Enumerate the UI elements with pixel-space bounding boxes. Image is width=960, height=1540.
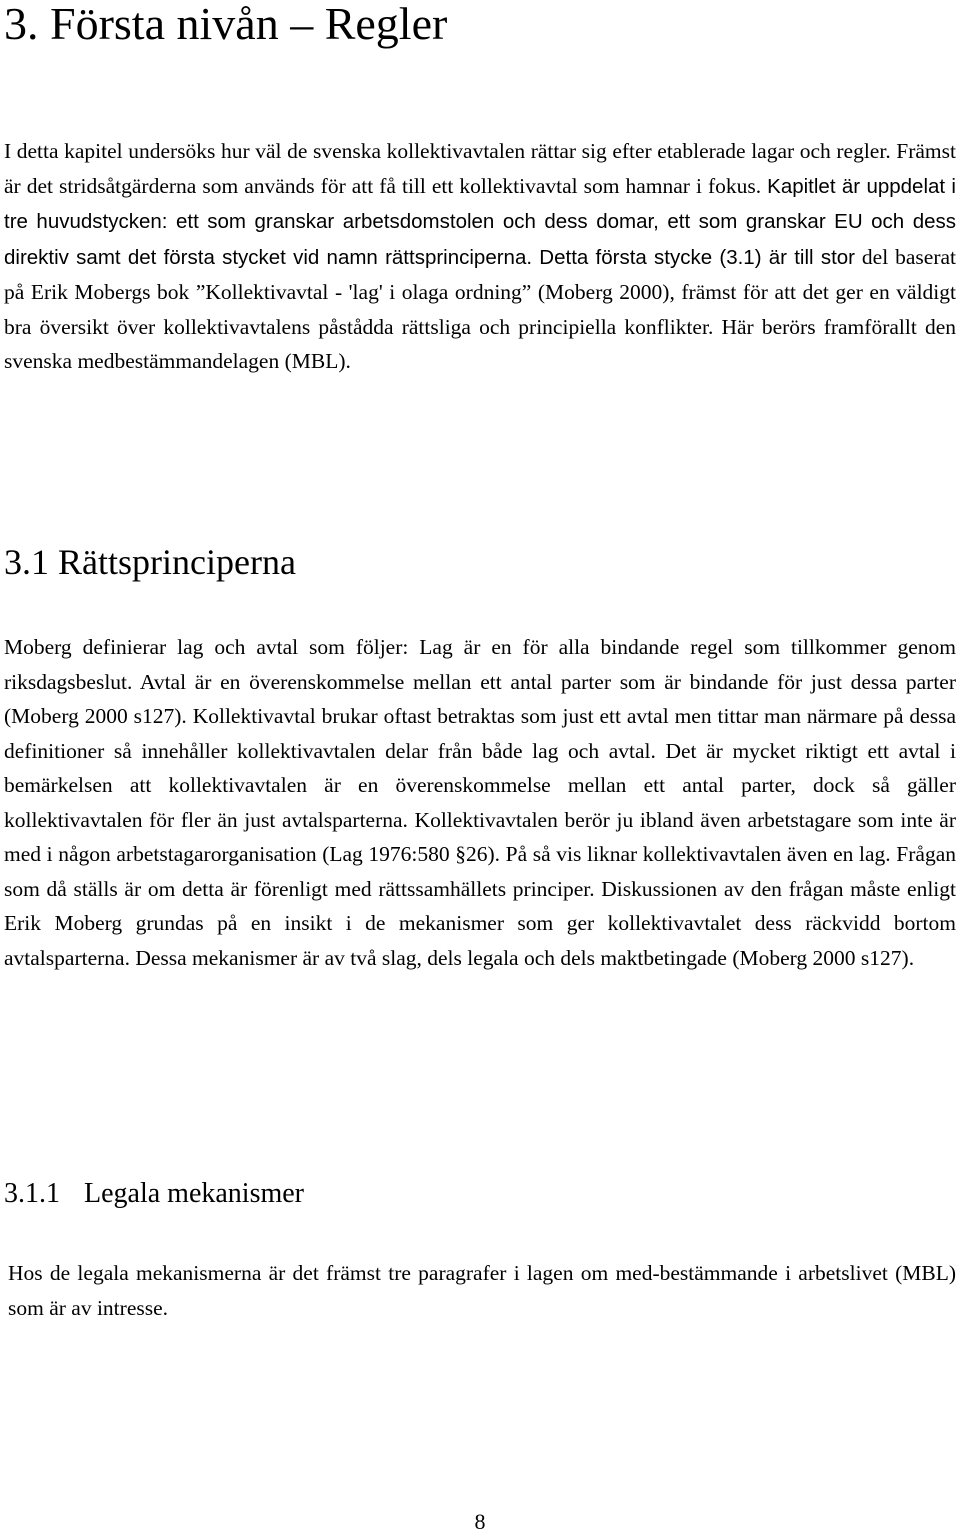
subsection-number: 3.1.1 [4,1178,60,1209]
intro-paragraph [4,134,956,379]
intro-text-serif-tail: del baserat på Erik Mobergs bok ”Kollektivavtal - 'lag' i olaga ordning” (Moberg 2000), främst för att det ger en väldigt bra översikt över kollektivavtalens påstådda rättsliga och principiella konflikter. Här berörs framförallt den svenska medbestämmandelagen (MBL). [4,244,956,373]
subsection-title [4,1174,304,1214]
subsection-paragraph: Hos de legala mekanismerna är det främst tre paragrafer i lagen om med-bestämmande i arbetslivet (MBL) som är av intresse. [8,1261,956,1320]
page-number: 8 [474,1509,486,1534]
chapter-title: 3. Första nivån – Regler [4,0,448,49]
intro-text-sans: Kapitlet är uppdelat i tre huvudstycken: ett som granskar arbetsdomstolen och dess domar, ett som granskar EU och dess direktiv samt det första stycket vid namn rättsprinciperna. Detta första stycke (3.1) är till stor [4,174,956,269]
section-title: 3.1 Rättsprinciperna [4,542,296,582]
intro-text-serif: I detta kapitel undersöks hur väl de svenska kollektivavtalen rättar sig efter etablerade lagar och regler. Främst är det stridsåtgärderna som används för att få till ett kollektivavtal som hamnar i fokus. [4,139,956,198]
subsection-title-text: Legala mekanismer [84,1178,305,1209]
section-paragraph: Moberg definierar lag och avtal som följer: Lag är en för alla bindande regel som tillkommer genom riksdagsbeslut. Avtal är en överenskommelse mellan ett antal parter som är bindande för just dessa parter (Moberg 2000 s127). Kollektivavtal brukar oftast betraktas som just ett avtal men tittar man närmare på dessa definitioner så innehåller kollektivavtalen delar från både lag och avtal. Det är mycket riktigt ett avtal i bemärkelsen att kollektivavtalen är en överenskommelse mellan ett antal parter, dock så gäller kollektivavtalen för fler än just avtalsparterna. Kollektivavtalen berör ju ibland även arbetstagare som inte är med i någon arbetstagarorganisation (Lag 1976:580 §26). På så vis liknar kollektivavtalen även en lag. Frågan som då ställs är om detta är förenligt med rättssamhällets principer. Diskussionen av den frågan måste enligt Erik Moberg grundas på en insikt i de mekanismer som ger kollektivavtalet dess räckvidd bortom avtalsparterna. Dessa mekanismer är av två slag, dels legala och dels maktbetingade (Moberg 2000 s127). [4,635,956,970]
